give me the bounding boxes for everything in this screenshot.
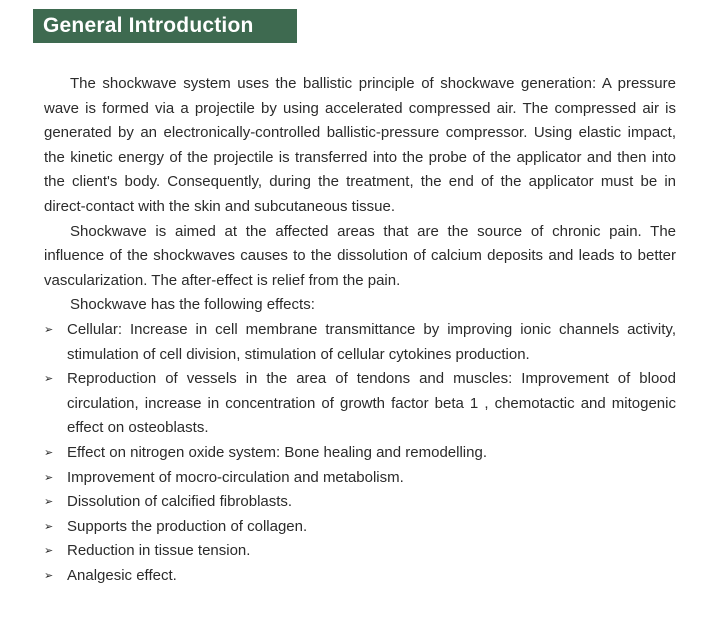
arrowhead-bullet-icon: ➢ xyxy=(44,495,54,509)
list-item xyxy=(44,539,676,564)
arrowhead-bullet-icon: ➢ xyxy=(44,372,54,386)
list-item-text: Analgesic effect. xyxy=(67,566,177,584)
section-title: General Introduction xyxy=(43,14,254,37)
list-item xyxy=(44,490,676,515)
list-item xyxy=(44,564,676,589)
arrowhead-bullet-icon: ➢ xyxy=(44,568,54,582)
section-header-banner xyxy=(33,9,297,43)
list-item-text: Reduction in tissue tension. xyxy=(67,542,251,560)
list-item-text: Reproduction of vessels in the area of tendons and muscles: Improvement of blood circulation, increase in concentration of growth factor beta 1 , chemotactic and mitogenic effect on osteoblasts. xyxy=(67,370,676,437)
effects-intro-paragraph: Shockwave has the following effects: xyxy=(70,296,315,314)
list-item xyxy=(44,466,676,491)
article-body xyxy=(44,72,676,588)
list-item xyxy=(44,441,676,466)
arrowhead-bullet-icon: ➢ xyxy=(44,519,54,533)
list-item-text: Improvement of mocro-circulation and metabolism. xyxy=(67,468,404,486)
list-item xyxy=(44,367,676,441)
arrowhead-bullet-icon: ➢ xyxy=(44,470,54,484)
list-item xyxy=(44,515,676,540)
intro-paragraph: The shockwave system uses the ballistic principle of shockwave generation: A pressure wave is formed via a projectile by using accelerated compressed air. The compressed air is generated by an electronically-controlled ballistic-pressure compressor. Using elastic impact, the kinetic energy of the projectile is transferred into the probe of the applicator and then into the client's body. Consequently, during the treatment, the end of the applicator must be in direct-contact with the skin and subcutaneous tissue. xyxy=(44,75,676,215)
list-item-text: Effect on nitrogen oxide system: Bone healing and remodelling. xyxy=(67,443,487,461)
list-item-text: Cellular: Increase in cell membrane transmittance by improving ionic channels activity, stimulation of cell division, stimulation of cellular cytokines production. xyxy=(67,320,676,363)
list-item-text: Supports the production of collagen. xyxy=(67,517,308,535)
arrowhead-bullet-icon: ➢ xyxy=(44,544,54,558)
list-item xyxy=(44,318,676,367)
list-item-text: Dissolution of calcified fibroblasts. xyxy=(67,493,293,511)
purpose-paragraph: Shockwave is aimed at the affected areas that are the source of chronic pain. The influence of the shockwaves causes to the dissolution of calcium deposits and leads to better vascularization. The after-effect is relief from the pain. xyxy=(44,222,676,289)
arrowhead-bullet-icon: ➢ xyxy=(44,322,54,336)
effects-list xyxy=(44,318,676,589)
arrowhead-bullet-icon: ➢ xyxy=(44,445,54,459)
